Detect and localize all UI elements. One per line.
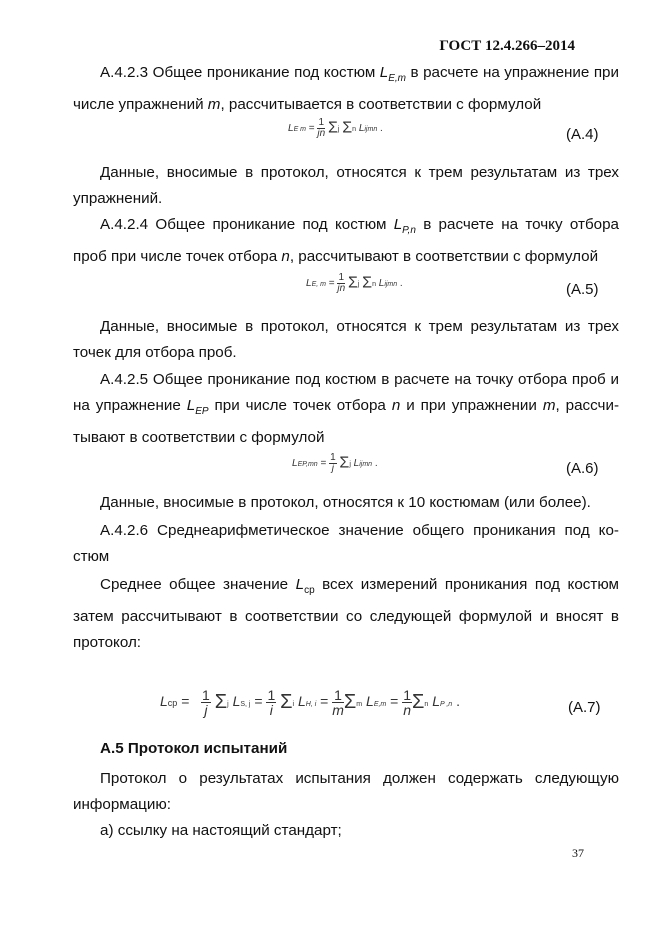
equation-number-a4: (A.4): [566, 126, 599, 143]
formula-a5: LE, m = $\frac{1}{jn}$ Σj Σn Lijmn .: [306, 272, 403, 294]
list-item-a: a) ссылку на настоящий стандарт;: [100, 822, 342, 839]
paragraph-data-note-2: Данные, вносимые в протокол, относятся к трем результатам из трех точек для отбора проб.: [73, 318, 619, 361]
paragraph-average-value: Среднее общее значение $L_{ср}$ всех измерений проникания под костюм затем рассчитывают в соответствии со следующей формулой и вносят в протокол:: [73, 576, 619, 652]
formula-a7: Lср = $\frac{1}{j}$ Σj LS, j = $\frac{1}{i}$ Σi LH, i = $\frac{1}{m}$ Σm LE,m = $\frac{1}{n}$ Σn LP ,n .: [160, 687, 460, 718]
paragraph-data-note-1: Данные, вносимые в протокол, относятся к трем результатам из трех упражнений.: [73, 164, 619, 207]
formula-a4: LE m = $\frac{1}{jn}$ Σj Σn Lijmn .: [288, 117, 383, 139]
paragraph-protocol-content: Протокол о результатах испытания должен содержать следующую информацию:: [73, 770, 619, 813]
paragraph-a426: A.4.2.6 Среднеарифметическое значение общего проникания под ко-стюм: [73, 522, 619, 565]
equation-number-a5: (A.5): [566, 281, 599, 298]
section-heading-a5: A.5 Протокол испытаний: [100, 740, 288, 757]
paragraph-a424: A.4.2.4 Общее проникание под костюм $L_{P,n}$ в расчете на точку отбора проб при числе точек отбора n, рассчитывают в соответствии с формулой: [73, 216, 619, 266]
paragraph-a423: A.4.2.3 Общее проникание под костюм $L_{E,m}$ в расчете на упражнение при числе упражнений m, рассчитывается в соответствии с формулой: [73, 64, 619, 114]
page-number: 37: [572, 846, 584, 860]
paragraph-a425: A.4.2.5 Общее проникание под костюм в расчете на точку отбора проб и на упражнение $L_{EP}$ при числе точек отбора n и при упражнении m, рассчи-тывают в соответствии с формулой: [73, 371, 620, 447]
equation-number-a7: (A.7): [568, 699, 601, 716]
equation-number-a6: (A.6): [566, 460, 599, 477]
formula-a6: LEP,mn = $\frac{1}{j}$ Σj Lijmn .: [292, 452, 378, 474]
paragraph-data-note-3: Данные, вносимые в протокол, относятся к 10 костюмам (или более).: [100, 494, 591, 511]
document-header: ГОСТ 12.4.266–2014: [439, 38, 575, 54]
